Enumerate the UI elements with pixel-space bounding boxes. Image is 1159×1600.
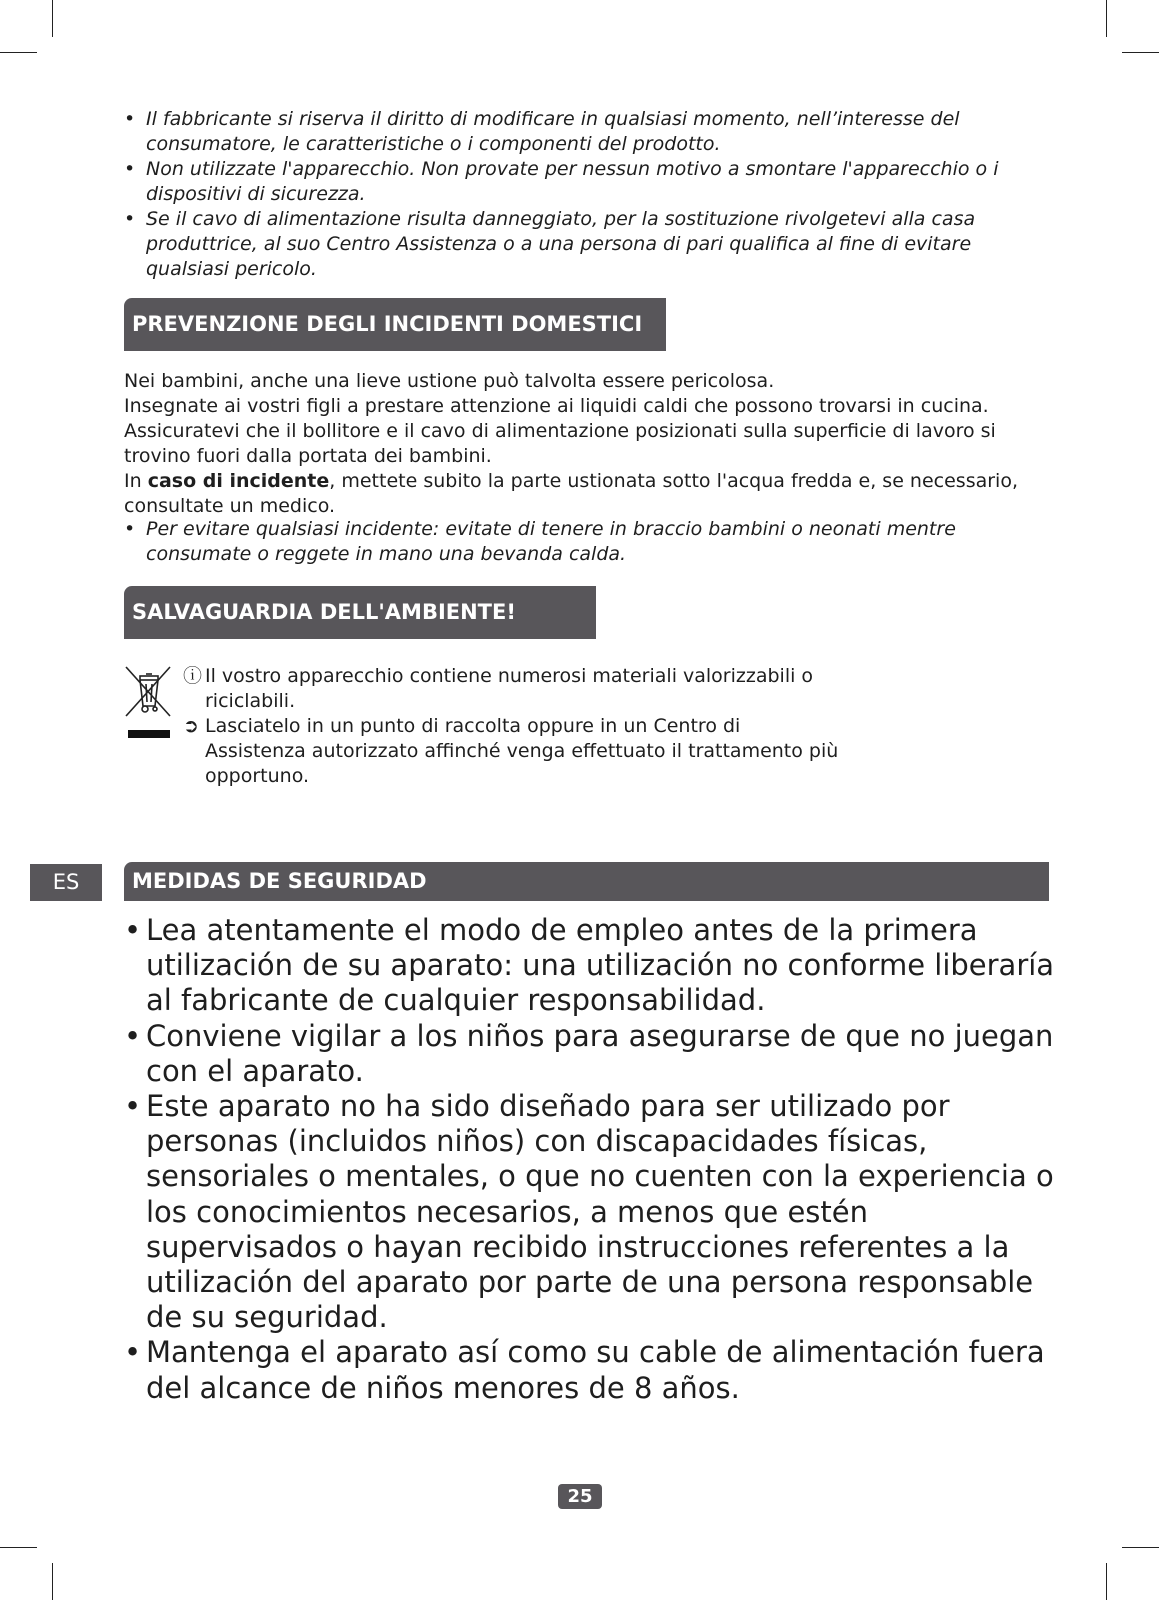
section-heading-safety: MEDIDAS DE SEGURIDAD [124, 862, 1049, 901]
crop-mark [0, 1547, 37, 1548]
safety-list [124, 913, 1064, 1406]
list-item: • Conviene vigilar a los niños para asegurarse de que no juegan con el aparato. [124, 1019, 1064, 1089]
list-item: • Este aparato no ha sido diseñado para ser utilizado por personas (incluidos niños) con discapacidades físicas, sensoriales o mentales, o que no cuenten con la experiencia o los conocimientos necesarios, a menos que estén supervisados o hayan recibido instrucciones referentes a la utilización del aparato por parte de una persona responsable de su seguridad. [124, 1089, 1064, 1335]
italian-intro-list [124, 107, 1054, 282]
crop-mark [0, 52, 37, 53]
list-item: • Il fabbricante si riserva il diritto di modificare in qualsiasi momento, nell’interesse del consumatore, le caratteristiche o i componenti del prodotto. [124, 107, 1054, 157]
info-icon: ⓘ [183, 665, 203, 687]
crop-mark [52, 1563, 53, 1600]
section-heading-prevention: PREVENZIONE DEGLI INCIDENTI DOMESTICI [124, 298, 666, 351]
list-item: • Mantenga el aparato así como su cable de alimentación fuera del alcance de niños menores de 8 años. [124, 1335, 1064, 1405]
arrow-right-icon: ➲ [183, 715, 199, 737]
crop-mark [1122, 1547, 1159, 1548]
prevention-list [124, 517, 1054, 567]
body-text: Insegnate ai vostri figli a prestare attenzione ai liquidi caldi che possono trovarsi in cucina. [124, 395, 989, 417]
crop-mark [52, 0, 53, 37]
body-text: , mettete subito la parte ustionata sotto l'acqua fredda e, se necessario, consultate un medico. [124, 470, 1018, 517]
body-text: Il vostro apparecchio contiene numerosi materiali valorizzabili o riciclabili. [205, 665, 814, 712]
body-text: Assicuratevi che il bollitore e il cavo di alimentazione posizionati sulla superficie di lavoro si trovino fuori dalla portata dei bambini. [124, 420, 996, 467]
body-text: Nei bambini, anche una lieve ustione può talvolta essere pericolosa. [124, 370, 775, 392]
body-text: In [124, 470, 148, 492]
crop-mark [1122, 52, 1159, 53]
crop-mark [1106, 0, 1107, 37]
environment-instruction [183, 714, 843, 789]
body-text: Lasciatelo in un punto di raccolta oppure in un Centro di Assistenza autorizzato affinché venga effettuato il trattamento più opportuno. [205, 715, 839, 787]
environment-info [183, 664, 883, 714]
list-item: • Non utilizzate l'apparecchio. Non provate per nessun motivo a smontare l'apparecchio o i dispositivi di sicurezza. [124, 157, 1054, 207]
list-item: • Lea atentamente el modo de empleo antes de la primera utilización de su aparato: una utilización no conforme liberaría al fabricante de cualquier responsabilidad. [124, 913, 1064, 1019]
crossed-out-wheelie-bin-icon [124, 664, 174, 746]
prevention-body [124, 369, 1054, 519]
bold-text: caso di incidente [147, 470, 330, 492]
section-heading-environment: SALVAGUARDIA DELL'AMBIENTE! [124, 586, 596, 639]
list-item: • Se il cavo di alimentazione risulta danneggiato, per la sostituzione rivolgetevi alla casa produttrice, al suo Centro Assistenza o a una persona di pari qualifica al fine di evitare qualsiasi pericolo. [124, 207, 1054, 282]
language-tab-es: ES [30, 864, 102, 901]
list-item: • Per evitare qualsiasi incidente: evitate di tenere in braccio bambini o neonati mentre consumate o reggete in mano una bevanda calda. [124, 517, 1054, 567]
crop-mark [1106, 1563, 1107, 1600]
page-number: 25 [558, 1484, 602, 1509]
incident-paragraph [124, 469, 1054, 519]
